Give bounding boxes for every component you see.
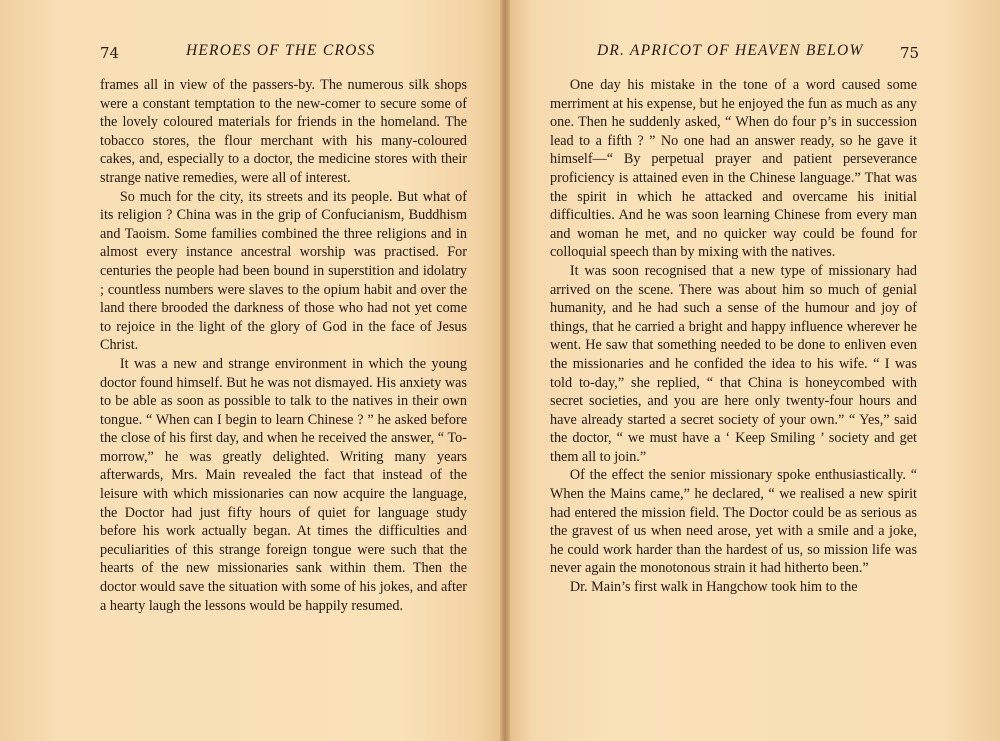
left-page-body	[100, 76, 467, 615]
right-page-number: 75	[900, 44, 920, 62]
paragraph: Of the effect the senior missionary spoke enthusiastically. “ When the Mains came,” he declared, “ we realised a new spirit had entered the mission field. The Doctor could be as serious as the gravest of us when need arose, yet with a smile and a joke, he could work harder than the hardest of us, so mission life was never again the monotonous strain it had hitherto been.”	[550, 467, 917, 577]
right-page-body	[550, 76, 917, 597]
left-running-head: HEROES OF THE CROSS	[186, 42, 376, 59]
paragraph: frames all in view of the passers-by. The numerous silk shops were a constant temptation to the new-comer to secure some of the lovely coloured materials for friends in the homeland. The tobacco stores, the flour merchant with his many-coloured cakes, and, especially to a doctor, the medicine stores with their strange native remedies, were all of interest.	[100, 77, 467, 186]
paragraph: It was a new and strange environment in which the young doctor found himself. But he was not dismayed. His anxiety was to be able as soon as possible to talk to the natives in their own tongue. “ When can I begin to learn Chinese ? ” he asked before the close of his first day, and when he received the answer, “ To-morrow,” he was greatly delighted. Writing many years afterwards, Mrs. Main revealed the fact that instead of the leisure with which missionaries can now acquire the language, the Doctor had just fifty hours of quiet for language study before his work actually began. At times the difficulties and peculiarities of this strange foreign tongue were such that the hearts of the new missionaries sank within them. Then the doctor would save the situation with some of his jokes, and after a hearty laugh the lessons would be happily resumed.	[100, 355, 467, 614]
right-running-head: DR. APRICOT OF HEAVEN BELOW	[597, 42, 864, 59]
paragraph: Dr. Main’s first walk in Hangchow took him to the	[569, 579, 858, 596]
paragraph: One day his mistake in the tone of a word caused some merriment at his expense, but he enjoyed the fun as much as any one. Then he suddenly asked, “ When do four p’s in succession lead to a fifth ? ” No one had an answer ready, so he gave it himself—“ By perpetual prayer and patient perseverance proficiency is attained even in the Chinese language.” That was the spirit in which he attacked and overcame his initial difficulties. And he was soon learning Chinese from every man and woman he met, and no quicker way could be found for colloquial speech than by mixing with the natives.	[550, 77, 917, 261]
paragraph: So much for the city, its streets and its people. But what of its religion ? China was in the grip of Confucianism, Buddhism and Taoism. Some families combined the three religions and in almost every instance ancestral worship was practised. For centuries the people had been bound in superstition and idolatry ; countless numbers were slaves to the opium habit and over the land there brooded the darkness of those who had not yet come to rejoice in the light of the glory of God in the face of Jesus Christ.	[100, 188, 467, 354]
paragraph: It was soon recognised that a new type of missionary had arrived on the scene. There was about him so much of genial humanity, and he had such a sense of the humour and joy of things, that he carried a bright and happy influence wherever he went. He saw that something needed to be done to enliven even the missionaries and he confided the idea to his wife. “ I was told to-day,” she replied, “ that China is honeycombed with secret societies, and you are here only twenty-four hours and have already started a secret society of your own.” “ Yes,” said the doctor, “ we must have a ‘ Keep Smiling ’ society and get them all to join.”	[550, 262, 917, 465]
right-page	[508, 0, 1000, 741]
left-page-number: 74	[100, 44, 120, 62]
book-gutter	[500, 0, 510, 741]
